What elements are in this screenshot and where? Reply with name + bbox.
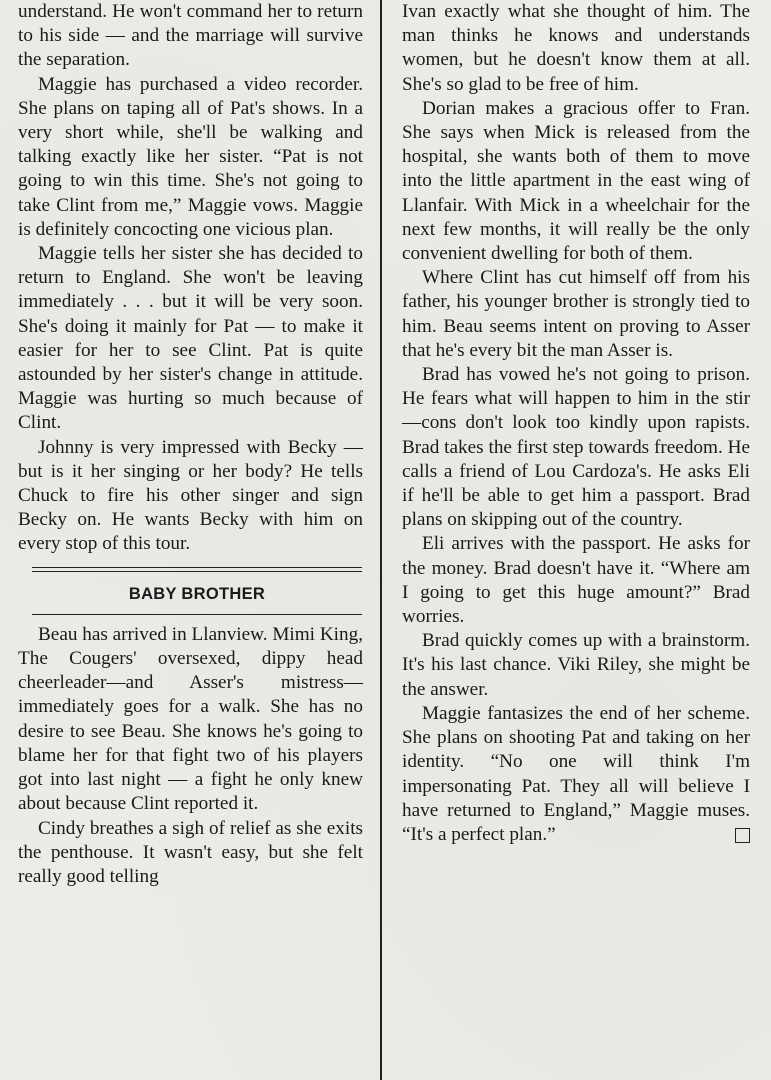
right-paragraph-5: Eli arrives with the passport. He asks for the money. Brad doesn't have it. “Where am I going to get this huge amount?” Brad worries. bbox=[402, 533, 750, 628]
right-paragraph-4: Brad has vowed he's not going to prison. He fears what will happen to him in the stir—cons don't look too kindly upon rapists. Brad takes the first step towards freedom. He calls a friend of Lou Cardoza's. He asks Eli if he'll be able to get him a passport. Brad plans on skipping out of the country. bbox=[402, 364, 750, 531]
right-paragraph-1: Ivan exactly what she thought of him. The man thinks he knows and understands women, but he doesn't know them at all. She's so glad to be free of him. bbox=[402, 1, 750, 95]
left-paragraph-6: Cindy breathes a sigh of relief as she exits the penthouse. It wasn't easy, but she felt really good telling bbox=[18, 817, 363, 887]
right-paragraph-3: Where Clint has cut himself off from his father, his younger brother is strongly tied to him. Beau seems intent on proving to Asser that he's every bit the man Asser is. bbox=[402, 267, 750, 361]
section-heading: BABY BROTHER bbox=[128, 584, 266, 603]
left-paragraph-4: Johnny is very impressed with Becky — but is it her singing or her body? He tells Chuck to fire his other singer and sign Becky on. He wants Becky with him on every stop of this tour. bbox=[18, 436, 363, 555]
right-paragraph-6: Brad quickly comes up with a brainstorm. It's his last chance. Viki Riley, she might be the answer. bbox=[402, 630, 750, 700]
section-heading-block bbox=[32, 567, 362, 615]
left-column bbox=[18, 0, 363, 889]
left-paragraph-3: Maggie tells her sister she has decided to return to England. She won't be leaving immediately . . . but it will be very soon. She's doing it mainly for Pat — to make it easier for her to see Clint. Pat is quite astounded by her sister's change in attitude. Maggie was hurting so much because of Clint. bbox=[18, 243, 363, 434]
right-paragraph-2: Dorian makes a gracious offer to Fran. She says when Mick is released from the hospital, she wants both of them to move into the little apartment in the east wing of Llanfair. With Mick in a wheelchair for the next few months, it will really be the only convenient dwelling for both of them. bbox=[402, 97, 750, 265]
right-column bbox=[402, 0, 750, 847]
left-paragraph-5: Beau has arrived in Llanview. Mimi King, The Cougers' oversexed, dippy head cheerleader—and Asser's mistress—immediately goes for a walk. She has no desire to see Beau. She knows he's going to blame her for that fight two of his players got into last night — a fight he only knew about because Clint reported it. bbox=[18, 623, 363, 815]
right-paragraph-7-text: Maggie fantasizes the end of her scheme. She plans on shooting Pat and taking on her identity. “No one will think I'm impersonating Pat. They all will believe I have returned to England,” Maggie muses. “It's a perfect plan.” bbox=[402, 702, 750, 845]
column-divider bbox=[380, 0, 382, 1080]
left-paragraph-1: understand. He won't command her to return to his side — and the marriage will survive the separation. bbox=[18, 1, 363, 71]
left-paragraph-2: Maggie has purchased a video recorder. She plans on taping all of Pat's shows. In a very short while, she'll be walking and talking exactly like her sister. “Pat is not going to win this time. She's not going to take Clint from me,” Maggie vows. Maggie is definitely concocting one vicious plan. bbox=[18, 73, 363, 240]
right-paragraph-7 bbox=[402, 702, 750, 847]
heading-bottom-rule bbox=[32, 614, 362, 615]
end-mark-icon bbox=[735, 828, 750, 843]
